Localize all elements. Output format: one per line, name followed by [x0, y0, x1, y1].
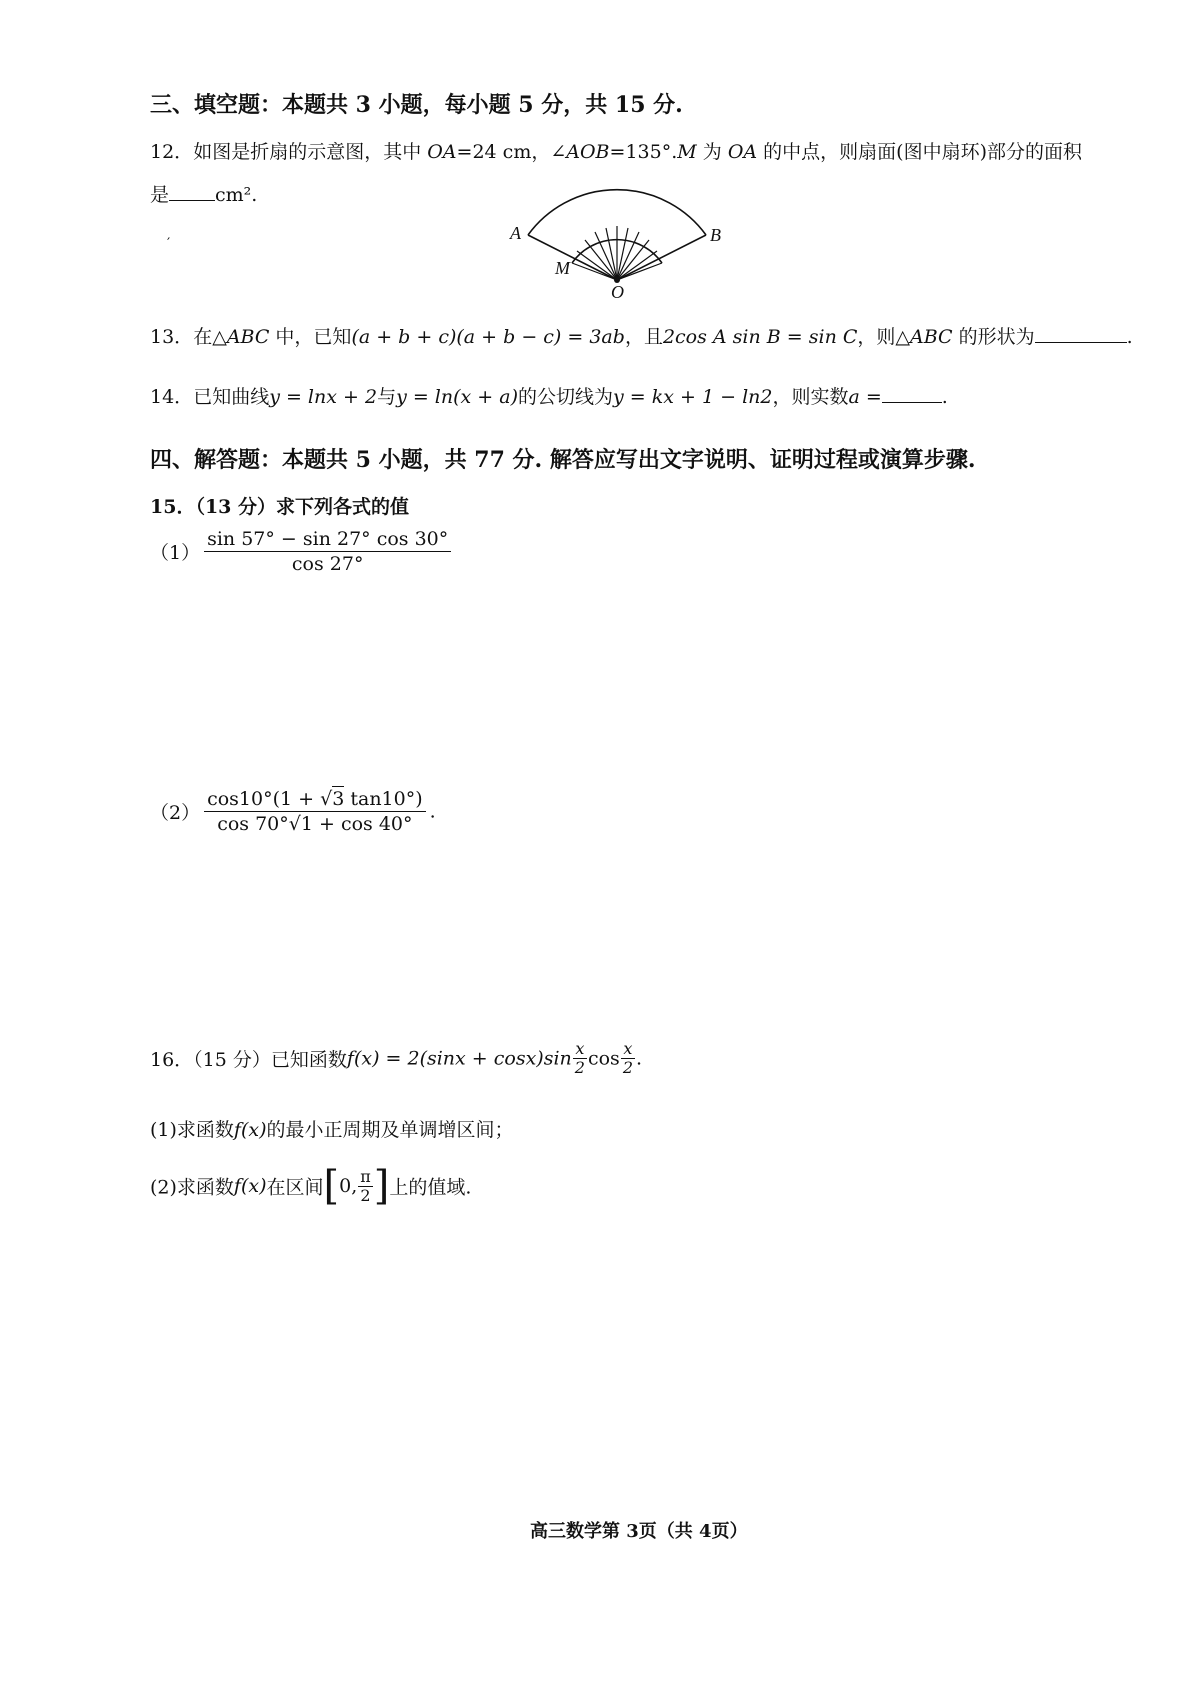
q16-text: (1)求函数 — [150, 1119, 234, 1141]
q13-abc: ABC — [226, 326, 270, 348]
answer-blank[interactable] — [169, 182, 215, 201]
question-number: 12． — [150, 141, 194, 163]
q16-text: 的最小正周期及单调增区间； — [266, 1119, 514, 1141]
q13-text: ，则△ — [857, 326, 911, 348]
q13-text: 的形状为 — [952, 326, 1035, 348]
fan-label-b: B — [710, 225, 721, 245]
q14-text: 的公切线为 — [518, 386, 614, 408]
q13-equation-1: (a + b + c)(a + b − c) = 3ab — [351, 326, 625, 348]
interval-right-bracket: ] — [373, 1163, 390, 1209]
q12-angle: ∠AOB — [550, 141, 610, 163]
interval-lower: 0, — [339, 1175, 358, 1197]
fraction-numerator: x — [621, 1040, 635, 1059]
question-12-line2 — [150, 180, 257, 207]
q14-tangent: y = kx + 1 − ln2 — [613, 386, 773, 408]
q12-text: 的中点，则扇面(图中扇环)部分的面积 — [757, 141, 1083, 163]
q16-function-ref: f(x) — [233, 1175, 267, 1197]
sqrt-radicand: 3 — [332, 788, 345, 810]
answer-blank[interactable] — [882, 384, 942, 403]
q14-curve-2: y = ln(x + a) — [396, 386, 518, 408]
q14-text: ，则实数 — [772, 386, 849, 408]
q13-abc: ABC — [910, 326, 953, 348]
question-15-header: 15．（13 分）求下列各式的值 — [150, 496, 409, 518]
q14-curve-1: y = lnx + 2 — [269, 386, 378, 408]
fraction-numerator: cos10°(1 + √3 tan10°) — [204, 788, 426, 812]
fraction-numerator: x — [573, 1040, 587, 1059]
q12-oa2: OA — [727, 141, 758, 163]
q15-fraction-2 — [204, 788, 426, 835]
q15-fraction-1 — [204, 528, 451, 575]
fan-figure — [505, 188, 725, 298]
q13-text: . — [1126, 326, 1133, 348]
q13-text: 中，已知 — [269, 326, 352, 348]
fraction-denominator: cos 27° — [291, 553, 364, 575]
part-label: （2） — [150, 802, 201, 824]
numerator-text: cos10°(1 + — [207, 788, 321, 810]
q16-text: 在区间 — [266, 1176, 324, 1199]
interval-left-bracket: [ — [323, 1163, 340, 1209]
q13-text: ，且 — [624, 326, 663, 348]
fraction-denominator: 2 — [622, 1058, 633, 1077]
section-4-title: 四、解答题：本题共 5 小题，共 77 分. 解答应写出文字说明、证明过程或演算步骤. — [150, 447, 976, 473]
q12-text: =135°. — [609, 141, 678, 163]
fraction-numerator: π — [360, 1166, 371, 1186]
question-16-part-2 — [150, 1163, 471, 1209]
denominator-text: cos 70° — [217, 813, 289, 835]
question-13 — [150, 322, 1133, 349]
q14-variable: a = — [848, 386, 882, 408]
q12-oa: OA — [427, 141, 457, 163]
fraction-denominator: 2 — [574, 1058, 585, 1077]
q13-equation-2: 2cos A sin B = sin C — [662, 326, 858, 348]
q16-text: 上的值域. — [389, 1176, 472, 1199]
q14-text: . — [941, 386, 948, 408]
q12-m: M — [677, 141, 697, 163]
fan-ribs — [572, 226, 662, 280]
q12-unit: cm². — [215, 184, 258, 206]
q16-fraction-x-over-2 — [621, 1040, 635, 1077]
q16-function-ref: f(x) — [233, 1119, 267, 1141]
q14-text: 已知曲线 — [193, 386, 270, 408]
q16-cos: cos — [587, 1047, 620, 1070]
q15-text: . — [429, 800, 436, 823]
page-footer: 高三数学第 3页（共 4页） — [530, 1521, 748, 1542]
answer-blank[interactable] — [1035, 324, 1127, 343]
q12-text: 如图是折扇的示意图，其中 — [193, 141, 428, 163]
question-15-part-2 — [150, 788, 436, 835]
numerator-text: tan10°) — [344, 788, 423, 810]
question-15-part-1 — [150, 528, 455, 575]
q16-text: . — [636, 1047, 643, 1070]
fraction-numerator: sin 57° − sin 27° cos 30° — [204, 528, 451, 552]
fan-label-a: A — [510, 223, 521, 243]
q16-fraction-x-over-2 — [573, 1040, 587, 1077]
q12-text: 为 — [696, 141, 728, 163]
section-3-title: 三、填空题：本题共 3 小题，每小题 5 分，共 15 分. — [150, 92, 683, 118]
question-16-part-1 — [150, 1115, 514, 1142]
scan-mark: ′ — [167, 236, 171, 252]
fraction-denominator: 2 — [360, 1185, 371, 1205]
question-number: 13． — [150, 326, 194, 348]
fan-label-o: O — [611, 282, 624, 298]
question-12-line1 — [150, 137, 1082, 164]
question-16-header — [150, 1040, 642, 1077]
q16-text: (2)求函数 — [150, 1176, 234, 1199]
part-label: （1） — [150, 542, 201, 564]
q13-text: 在△ — [193, 326, 227, 348]
interval-upper-fraction — [358, 1168, 373, 1205]
fan-label-m: M — [555, 258, 570, 278]
fraction-denominator: cos 70°√1 + cos 40° — [217, 813, 413, 835]
q16-function: f(x) = 2(sinx + cosx)sin — [346, 1047, 572, 1070]
q16-text: 16．（15 分）已知函数 — [150, 1049, 347, 1071]
q12-text: 是 — [150, 184, 170, 206]
question-14 — [150, 382, 948, 409]
question-number: 14． — [150, 386, 194, 408]
q12-text: =24 cm， — [456, 141, 551, 163]
q14-text: 与 — [377, 386, 397, 408]
sqrt-radicand: 1 + cos 40° — [300, 813, 413, 835]
